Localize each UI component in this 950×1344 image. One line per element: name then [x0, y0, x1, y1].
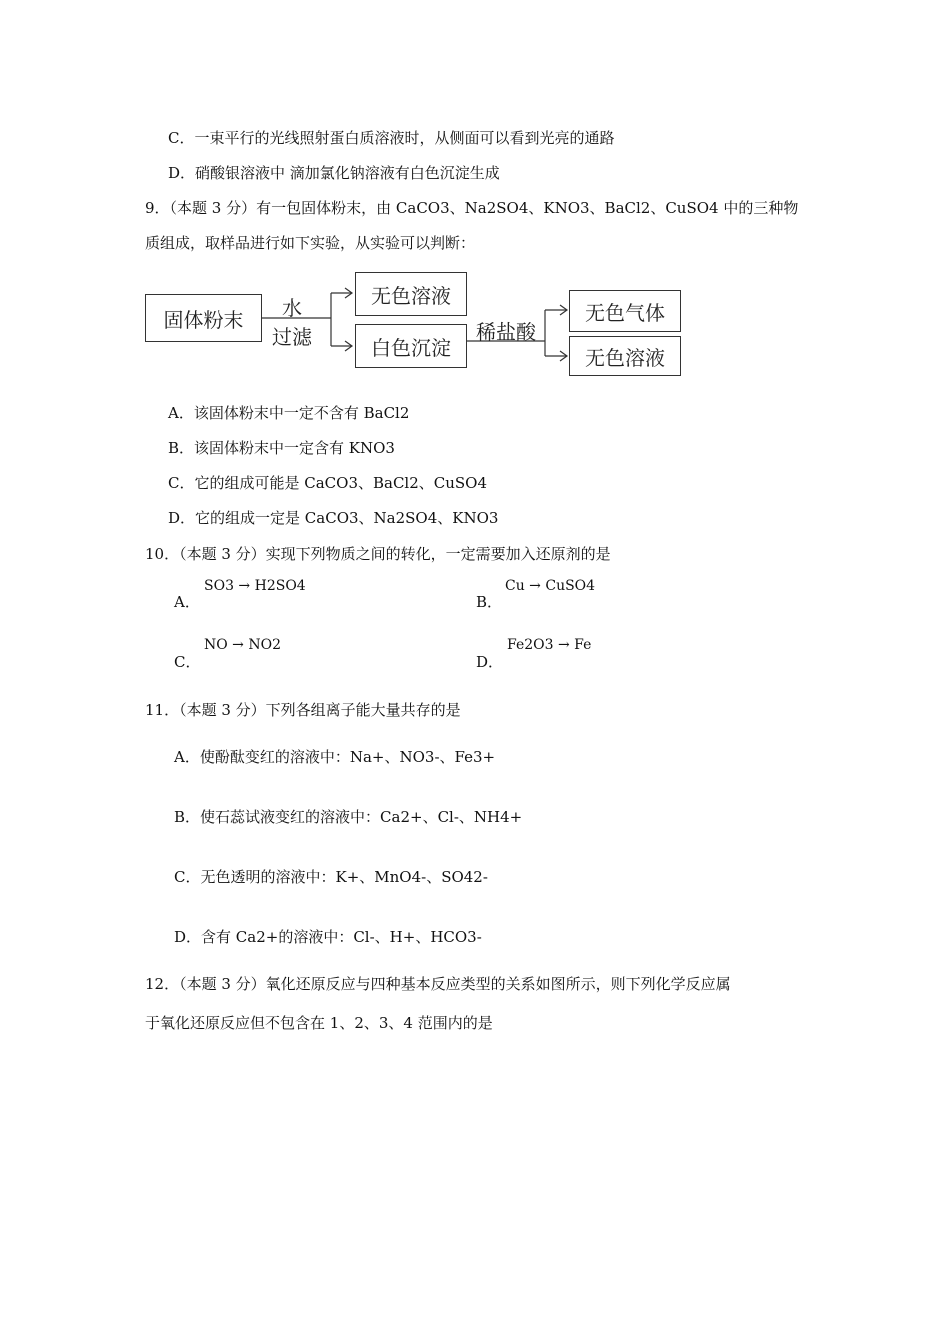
q10-label-b: B． — [476, 593, 503, 611]
q12-stem-line2: 于氧化还原反应但不包含在 1、2、3、4 范围内的是 — [145, 1014, 493, 1032]
diagram-box-solid-powder: 固体粉末 — [145, 294, 262, 342]
q9-compound-list: CaCO3、Na2SO4、KNO3、BaCl2、CuSO4 — [395, 199, 719, 217]
q8-option-c: C．一束平行的光线照射蛋白质溶液时，从侧面可以看到光亮的通路 — [168, 129, 615, 147]
q9-option-a: A．该固体粉末中一定不含有 BaCl2 — [168, 404, 410, 422]
q11-option-b-ions: Ca2+、Cl-、NH4+ — [380, 808, 523, 826]
q11-option-d: D．含有 Ca2+的溶液中：Cl-、H+、HCO3- — [174, 928, 482, 946]
diagram-box-colorless-gas: 无色气体 — [569, 290, 681, 332]
q10-label-d: D． — [476, 653, 504, 671]
q9-option-b: B．该固体粉末中一定含有 KNO3 — [168, 439, 395, 457]
diagram-label-dilute-hcl: 稀盐酸 — [476, 320, 536, 344]
q12-stem-line1: 12．（本题 3 分）氧化还原反应与四种基本反应类型的关系如图所示，则下列化学反应属 — [145, 975, 731, 993]
diagram-box-white-precipitate: 白色沉淀 — [355, 324, 467, 368]
q10-equation-a: SO3 → H2SO4 — [204, 578, 306, 594]
diagram-box-colorless-solution-2: 无色溶液 — [569, 336, 681, 376]
diagram-label-water: 水 — [282, 296, 302, 320]
q11-option-c-ions: K+、MnO4-、SO42- — [335, 868, 488, 886]
diagram-label-filter: 过滤 — [272, 325, 312, 349]
q11-option-c: C．无色透明的溶液中：K+、MnO4-、SO42- — [174, 868, 488, 886]
q10-equation-d: Fe2O3 → Fe — [507, 637, 592, 653]
q10-equation-b: Cu → CuSO4 — [505, 578, 596, 594]
q11-stem: 11．（本题 3 分）下列各组离子能大量共存的是 — [145, 701, 461, 719]
q9-stem-line1: 9．（本题 3 分）有一包固体粉末，由 CaCO3、Na2SO4、KNO3、BaCl2、CuSO4 中的三种物 — [145, 199, 799, 217]
diagram-box-colorless-solution: 无色溶液 — [355, 272, 467, 316]
q10-label-c: C． — [174, 653, 201, 671]
q11-option-a-ions: Na+、NO3-、Fe3+ — [349, 748, 496, 766]
q10-equation-c: NO → NO2 — [204, 637, 281, 653]
q9-option-d: D．它的组成一定是 CaCO3、Na2SO4、KNO3 — [168, 509, 499, 527]
q8-option-d: D．硝酸银溶液中 滴加氯化钠溶液有白色沉淀生成 — [168, 164, 500, 182]
q11-option-b: B．使石蕊试液变红的溶液中：Ca2+、Cl-、NH4+ — [174, 808, 523, 826]
q9-option-c: C．它的组成可能是 CaCO3、BaCl2、CuSO4 — [168, 474, 488, 492]
q11-option-a: A．使酚酞变红的溶液中：Na+、NO3-、Fe3+ — [174, 748, 496, 766]
q9-stem-line2: 质组成，取样品进行如下实验，从实验可以判断： — [145, 234, 476, 252]
q10-stem: 10．（本题 3 分）实现下列物质之间的转化，一定需要加入还原剂的是 — [145, 545, 611, 563]
q9-flow-arrows — [0, 0, 950, 400]
q10-label-a: A． — [174, 593, 200, 611]
q11-option-d-ions: Cl-、H+、HCO3- — [353, 928, 482, 946]
